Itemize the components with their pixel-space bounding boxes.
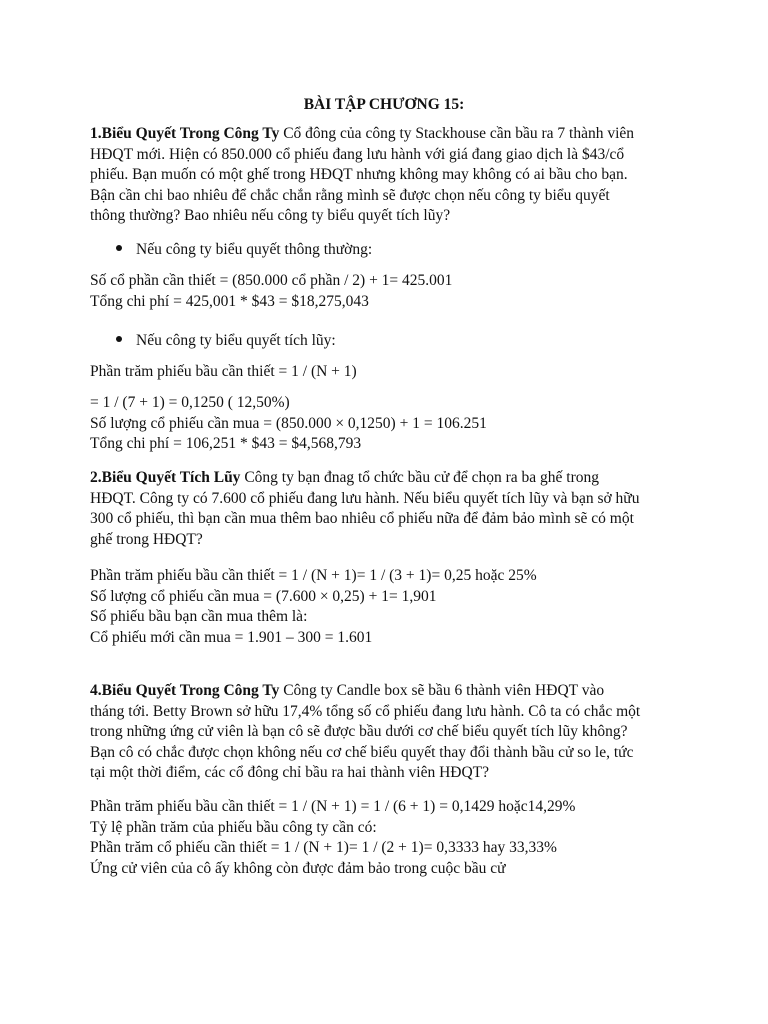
q2-calc-line-3: Cổ phiếu mới cần mua = 1.901 – 300 = 1.601 [90,628,373,646]
q2-line-2: 300 cổ phiếu, thì bạn cần mua thêm bao nhiêu cổ phiếu nữa để đảm bảo mình sẽ có một [90,510,634,527]
q2-question [90,468,690,550]
q1-calc2a-line: Phần trăm phiếu bầu cần thiết = 1 / (N + 1) [90,363,357,380]
q4-question [90,681,690,784]
bullet-dot-icon [116,245,122,251]
q4-heading: 4.Biểu Quyết Trong Công Ty [90,682,280,699]
q1-calc1-line-0: Số cổ phần cần thiết = (850.000 cổ phần / 2) + 1= 425.001 [90,272,453,289]
q1-first-line [90,124,690,145]
q1-calc1-line-1: Tổng chi phí = 425,001 * $43 = $18,275,043 [90,292,369,310]
q1-line-4: thông thường? Bao nhiêu nếu công ty biểu quyết tích lũy? [90,207,451,224]
q2-line-3: ghế trong HĐQT? [90,530,203,548]
q4-first-line [90,681,690,702]
q1-calc-regular [90,271,690,312]
q1-bullet-1-text: Nếu công ty biểu quyết thông thường: [136,241,373,258]
q4-calc-line-0: Phần trăm phiếu bầu cần thiết = 1 / (N + 1) = 1 / (6 + 1) = 0,1429 hoặc14,29% [90,798,576,815]
bullet-dot-icon [116,336,122,342]
q1-calc2b-line-0: = 1 / (7 + 1) = 0,1250 ( 12,50%) [90,394,290,411]
q2-calc [90,566,690,648]
q4-calc-line-3: Ứng cử viên của cô ấy không còn được đảm bảo trong cuộc bầu cử [90,859,506,877]
q2-line-0: Công ty bạn đnag tổ chức bầu cử để chọn ra ba ghế trong [240,469,599,486]
q1-line-1: HĐQT mới. Hiện có 850.000 cổ phiếu đang lưu hành với giá đang giao dịch là $43/cổ [90,145,625,163]
q1-calc2b-line-1: Số lượng cổ phiếu cần mua = (850.000 × 0,1250) + 1 = 106.251 [90,414,487,432]
q2-calc-line-2: Số phiếu bầu bạn cần mua thêm là: [90,608,308,625]
q1-bullet-cumulative [116,331,676,352]
q2-calc-line-0: Phần trăm phiếu bầu cần thiết = 1 / (N + 1)= 1 / (3 + 1)= 0,25 hoặc 25% [90,567,537,584]
q2-line-1: HĐQT. Công ty có 7.600 cổ phiếu đang lưu hành. Nếu biểu quyết tích lũy và bạn sở hữu [90,489,640,507]
q2-calc-line-1: Số lượng cổ phiếu cần mua = (7.600 × 0,25) + 1= 1,901 [90,587,437,605]
q1-bullet-2-text: Nếu công ty biểu quyết tích lũy: [136,332,336,349]
q4-line-3: Bạn cô có chắc được chọn không nếu cơ chế biểu quyết thay đổi thành bầu cử so le, tức [90,743,634,761]
q2-first-line [90,468,690,489]
q4-calc-line-1: Tỷ lệ phần trăm của phiếu bầu công ty cần có: [90,818,377,836]
q4-calc-line-2: Phần trăm cổ phiếu cần thiết = 1 / (N + 1)= 1 / (2 + 1)= 0,3333 hay 33,33% [90,839,557,856]
q1-bullet-regular [116,240,676,261]
page-title: BÀI TẬP CHƯƠNG 15: [303,96,465,113]
q4-line-2: trong những ứng cử viên là bạn cô sẽ được bầu dưới cơ chế biểu quyết tích lũy không? [90,723,628,740]
q4-line-4: tại một thời điểm, các cổ đông chỉ bầu ra hai thành viên HĐQT? [90,764,490,781]
q1-line-0: Cổ đông của công ty Stackhouse cần bầu ra 7 thành viên [279,125,635,142]
q1-calc2b-line-2: Tổng chi phí = 106,251 * $43 = $4,568,793 [90,435,362,452]
q1-question [90,124,690,227]
q1-line-2: phiếu. Bạn muốn có một ghế trong HĐQT nhưng không may không có ai bầu cho bạn. [90,166,628,183]
q1-calc-cumulative-a [90,362,690,383]
q1-line-3: Bận cần chi bao nhiêu để chắc chắn rằng mình sẽ được chọn nếu công ty biểu quyết [90,186,610,204]
q1-calc-cumulative-b [90,393,690,455]
q4-calc [90,797,690,879]
q4-line-0: Công ty Candle box sẽ bầu 6 thành viên HĐQT vào [279,682,605,699]
q1-heading: 1.Biểu Quyết Trong Công Ty [90,125,280,142]
q2-heading: 2.Biểu Quyết Tích Lũy [90,469,241,486]
q4-line-1: tháng tới. Betty Brown sở hữu 17,4% tổng số cổ phiếu đang lưu hành. Cô ta có chắc một [90,702,641,720]
